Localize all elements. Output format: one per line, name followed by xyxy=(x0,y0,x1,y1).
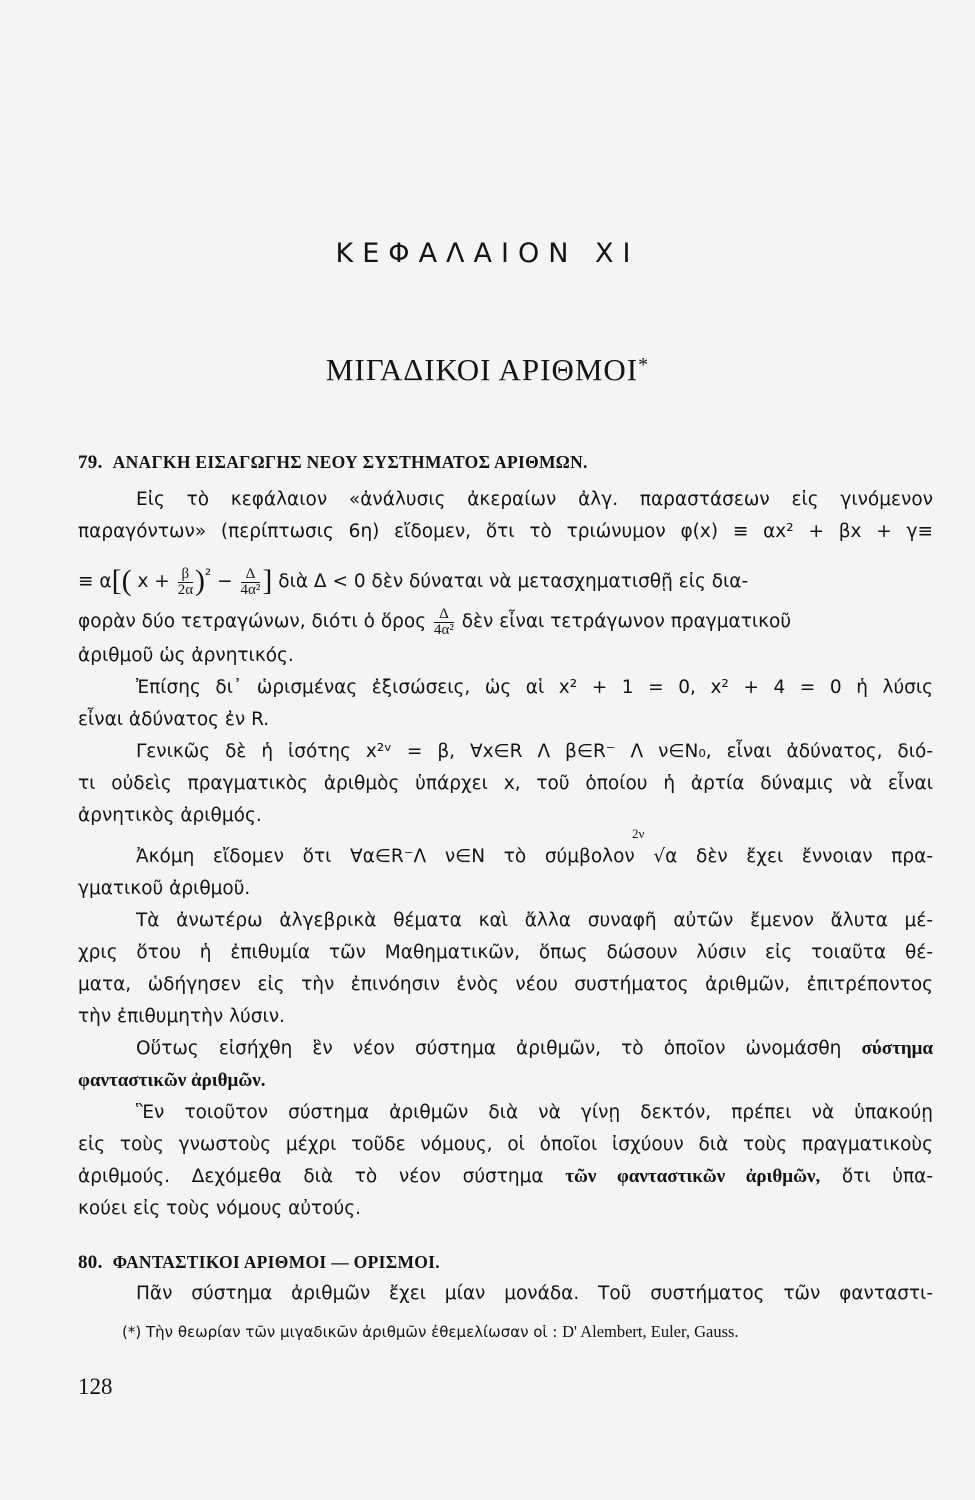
text-line: τι οὐδεὶς πραγματικὸς ἀριθμὸς ὑπάρχει x, τοῦ ὁποίου ἡ ἀρτία δύναμις νὰ εἶναι xyxy=(78,773,933,794)
text-line xyxy=(78,1069,933,1093)
footnote xyxy=(122,1322,739,1342)
formula-line: ≡ α[( x + $\frac{\beta}{2\alpha}$ )$^{^2}$ − $\frac{\Delta}{\text{4α²}}$ ] διὰ Δ < 0 δὲν δύναται νὰ μετασχηματισθῇ εἰς δια- xyxy=(78,564,749,598)
footnote-names: D' Alembert, Euler, Gauss. xyxy=(562,1322,739,1341)
formula-rest: διὰ Δ < 0 δὲν δύναται νὰ μετασχηματισθῇ εἰς δια- xyxy=(278,571,749,593)
text-line: κούει εἰς τοὺς νόμους αὐτούς. xyxy=(78,1198,361,1219)
text-line: Τὰ ἀνωτέρω ἀλγεβρικὰ θέματα καὶ ἄλλα συναφῆ αὐτῶν ἔμενον ἄλυτα μέ- xyxy=(136,910,933,931)
fraction-delta-over-4a2: $\frac{\Delta}{\text{4α²}}$ xyxy=(240,565,261,598)
text-line: εἶναι ἀδύνατος ἐν R. xyxy=(78,709,270,730)
section-number: 80. xyxy=(78,1252,103,1273)
root-index: 2ν xyxy=(632,826,645,841)
section-number: 79. xyxy=(78,452,103,473)
text-line: Ἀκόμη εἴδομεν ὅτι ∀α∈R⁻Λ ν∈N τὸ σύμβολον √α δὲν ἔχει ἔννοιαν πρα- xyxy=(136,846,933,867)
text-line: χρις ὅτου ἡ ἐπιθυμία τῶν Μαθηματικῶν, ὅπως δώσουν λύσιν εἰς τοιαῦτα θέ- xyxy=(78,942,933,963)
chapter-label: ΚΕΦΑΛΑΙΟΝ ΧΙ xyxy=(335,238,640,269)
footnote-text: Τὴν θεωρίαν τῶν μιγαδικῶν ἀριθμῶν ἐθεμελίωσαν οἱ : xyxy=(146,1323,558,1341)
text-line: ἀριθμοῦ ὡς ἀρνητικός. xyxy=(78,645,294,666)
section-title: ΦΑΝΤΑΣΤΙΚΟΙ ΑΡΙΘΜΟΙ — ΟΡΙΣΜΟΙ. xyxy=(112,1252,440,1272)
term-bold: σύστημα xyxy=(861,1038,933,1059)
text-line: τὴν ἐπιθυμητὴν λύσιν. xyxy=(78,1006,285,1027)
chapter-title xyxy=(0,352,975,388)
fraction-delta-over-4a2: $\frac{\Delta}{\text{4α²}}$ xyxy=(433,605,454,638)
text-line: ἀριθμούς. Δεχόμεθα διὰ τὸ νέον σύστημα τῶν φανταστικῶν ἀριθμῶν, ὅτι ὑπα- xyxy=(78,1166,933,1187)
text-line: παραγόντων» (περίπτωσις 6η) εἴδομεν, ὅτι τὸ τριώνυμον φ(x) ≡ αx² + βx + γ≡ xyxy=(78,521,933,542)
text-line: ἀρνητικὸς ἀριθμός. xyxy=(78,805,262,826)
footnote-mark: (*) xyxy=(122,1323,142,1341)
text-line: εἰς τοὺς γνωστοὺς μέχρι τοῦδε νόμους, οἱ ὁποῖοι ἰσχύουν διὰ τοὺς πραγματικοὺς xyxy=(78,1134,933,1155)
text-line: γματικοῦ ἀριθμοῦ. xyxy=(78,878,251,899)
text-line: Ἓν τοιοῦτον σύστημα ἀριθμῶν διὰ νὰ γίνῃ δεκτόν, πρέπει νὰ ὑπακούῃ xyxy=(136,1102,933,1123)
text-line: ματα, ὡδήγησεν εἰς τὴν ἐπινόησιν ἑνὸς νέου συστήματος ἀριθμῶν, ἐπιτρέποντος xyxy=(78,974,933,995)
section-80-heading xyxy=(78,1252,440,1274)
text-line: Πᾶν σύστημα ἀριθμῶν ἔχει μίαν μονάδα. Τοῦ συστήματος τῶν φανταστι- xyxy=(136,1283,933,1304)
term-bold: φανταστικῶν ἀριθμῶν. xyxy=(78,1070,266,1091)
chapter-title-text: ΜΙΓΑΔΙΚΟΙ ΑΡΙΘΜΟΙ xyxy=(325,352,639,387)
section-title: ΑΝΑΓΚΗ ΕΙΣΑΓΩΓΗΣ ΝΕΟΥ ΣΥΣΤΗΜΑΤΟΣ ΑΡΙΘΜΩΝ. xyxy=(112,452,588,472)
formula-x: x + xyxy=(137,571,170,593)
footnote-marker: * xyxy=(638,354,650,376)
formula-lead: ≡ α xyxy=(78,571,112,593)
text-line: Γενικῶς δὲ ἡ ἰσότης x²ᵛ = β, ∀x∈R Λ β∈R⁻ Λ ν∈N₀, εἶναι ἀδύνατος, διό- xyxy=(136,741,933,762)
text-line: Ἐπίσης δι᾽ ὡρισμένας ἐξισώσεις, ὡς αἱ x² + 1 = 0, x² + 4 = 0 ἡ λύσις xyxy=(136,677,933,698)
text-line: Οὕτως εἰσήχθη ἓν νέον σύστημα ἀριθμῶν, τὸ ὁποῖον ὠνομάσθη σύστημα xyxy=(136,1038,933,1059)
fraction-beta-over-2a: $\frac{\beta}{2\alpha}$ xyxy=(177,565,194,598)
term-bold: τῶν φανταστικῶν ἀριθμῶν, xyxy=(565,1166,821,1187)
page-number: 128 xyxy=(78,1374,113,1399)
section-79-heading xyxy=(78,452,588,474)
text-line: φορὰν δύο τετραγώνων, διότι ὁ ὅρος $\frac{\Delta}{\text{4α²}}$ δὲν εἶναι τετράγωνον πραγματικοῦ xyxy=(78,605,792,638)
text-line: Εἰς τὸ κεφάλαιον «ἀνάλυσις ἀκεραίων ἀλγ. παραστάσεων εἰς γινόμενον xyxy=(136,489,933,510)
